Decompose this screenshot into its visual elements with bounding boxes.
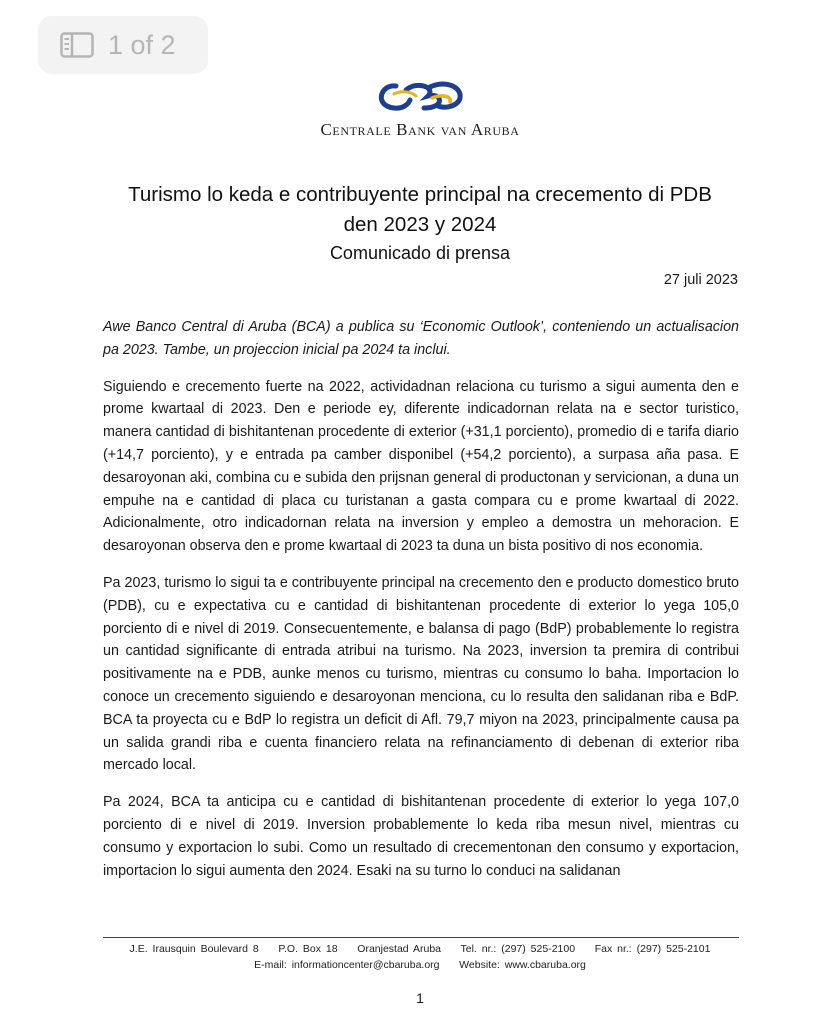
document-subtitle: Comunicado di prensa: [329, 243, 511, 263]
page-indicator-text: 1 of 2: [108, 29, 176, 60]
body-paragraph-1: Siguiendo e crecemento fuerte na 2022, actividadnan relaciona cu turismo a sigui aumenta den e prome kwartaal di 2023. Den e periode ey, diferente indicadornan relata na e sector turistico, manera cantidad di bishitantenan procedente di exterior (+31,1 porciento), promedio di e tarifa diario (+14,7 porciento), y e entrada pa camber disponibel (+54,2 porciento), a surpasa aña pasa. E desaroyonan aki, combina cu e subida den prijsnan general di productonan y servicionan, a duna un empuhe na e cantidad di placa cu turistanan a gasta compara cu e prome kwartaal di 2022. Adicionalmente, otro indicadornan relata na inversion y empleo a demostra un mehoracion. E desaroyonan observa den e prome kwartaal di 2023 ta duna un bista positivo di nos economia.: [103, 378, 739, 555]
page-number: 1: [416, 990, 424, 1006]
lead-paragraph: Awe Banco Central di Aruba (BCA) a publica su ‘Economic Outlook’, conteniendo un actualisacion pa 2023. Tambe, un projeccion inicial pa 2024 ta inclui.: [103, 319, 739, 358]
footer-divider: [103, 937, 739, 938]
title-line-1: Turismo lo keda e contribuyente principal na crecemento di PDB: [128, 183, 712, 206]
bank-name: Centrale Bank van Aruba: [320, 120, 520, 139]
footer-contact: E-mail: informationcenter@cbaruba.org Website: www.cbaruba.org: [254, 959, 586, 971]
document-title: [0, 180, 840, 240]
title-line-2: den 2023 y 2024: [343, 213, 497, 236]
page-indicator-badge[interactable]: [38, 16, 208, 74]
page-footer: [0, 941, 840, 973]
body-paragraph-2: Pa 2023, turismo lo sigui ta e contribuyente principal na crecemento den e producto domestico bruto (PDB), cu e expectativa cu e cantidad di bishitantenan procedente di exterior lo yega 105,0 porciento di e nivel di 2019. Consecuentemente, e balansa di pago (BdP) probablemente lo registra un cantidad significante di entrada atribui na turismo. Na 2023, inversion ta premira di contribui positivamente na e PDB, aunke menos cu turismo, mientras cu consumo lo baha. Importacion lo conoce un crecemento siguiendo e desaroyonan menciona, cu lo resulta den salidanan riba e BdP. BCA ta proyecta cu e BdP lo registra un deficit di Afl. 79,7 miyon na 2023, principalmente causa pa un salida grandi riba e cuenta financiero relata na refinanciamento di debenan di exterior riba mercado local.: [103, 574, 739, 774]
bank-logo: [0, 78, 840, 140]
sidebar-panel-icon: [60, 32, 94, 58]
document-date: 27 juli 2023: [663, 272, 738, 288]
footer-address: J.E. Irausquin Boulevard 8 P.O. Box 18 Oranjestad Aruba Tel. nr.: (297) 525-2100 Fax nr.: (297) 525-2101: [129, 943, 711, 955]
body-paragraph-3: Pa 2024, BCA ta anticipa cu e cantidad di bishitantenan procedente di exterior lo yega 107,0 porciento di e nivel di 2019. Inversion probablemente lo keda riba mesun nivel, mientras cu consumo y exportacion lo subi. Como un resultado di crecementonan den consumo y exportacion, importacion lo sigui aumenta den 2024. Esaki na su turno lo conduci na salidanan: [103, 794, 739, 879]
cba-logo-icon: [372, 78, 468, 114]
document-body: [103, 316, 739, 896]
